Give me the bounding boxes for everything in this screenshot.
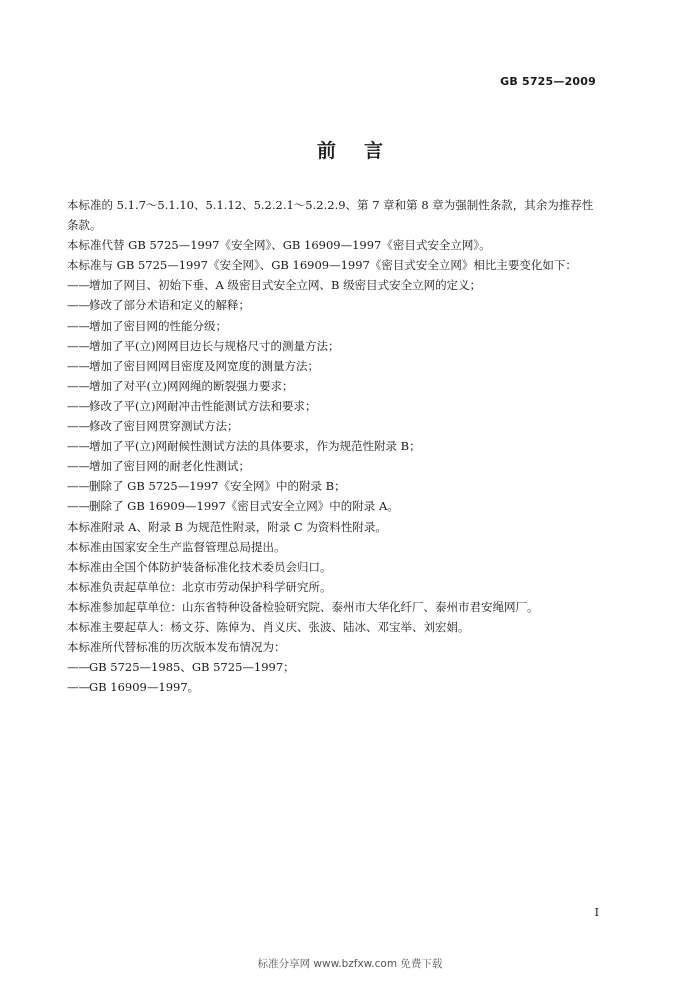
list-item: ——增加了网目、初始下垂、A 级密目式安全立网、B 级密目式安全立网的定义； (67, 275, 595, 295)
list-item: ——GB 5725—1985、GB 5725—1997； (67, 657, 595, 677)
paragraph: 本标准由全国个体防护装备标准化技术委员会归口。 (67, 559, 332, 574)
list-item: ——增加了对平(立)网网绳的断裂强力要求； (67, 376, 595, 396)
list-item: ——增加了密目网的耐老化性测试； (67, 456, 595, 476)
list-item: ——增加了平(立)网网目边长与规格尺寸的测量方法； (67, 336, 595, 356)
list-item: ——删除了 GB 5725—1997《安全网》中的附录 B； (67, 476, 595, 496)
dash: —— (67, 298, 90, 313)
paragraph: 本标准与 GB 5725—1997《安全网》、GB 16909—1997《密目式安全立网》相比主要变化如下： (67, 258, 577, 273)
dash: —— (67, 398, 90, 413)
dash: —— (67, 419, 90, 434)
dash: —— (67, 459, 90, 474)
dash: —— (67, 318, 90, 333)
standard-code: GB 5725—2009 (500, 75, 596, 88)
dash: —— (67, 378, 90, 393)
list-item: ——删除了 GB 16909—1997《密目式安全立网》中的附录 A。 (67, 496, 595, 516)
paragraph: 本标准所代替标准的历次版本发布情况为： (67, 640, 286, 655)
dash: —— (67, 499, 90, 514)
list-item: ——修改了部分术语和定义的解释； (67, 295, 595, 315)
paragraph: 本标准的 5.1.7～5.1.10、5.1.12、5.2.2.1～5.2.2.9、第 7 章和第 8 章为强制性条款，其余为推荐性条款。 (67, 198, 594, 233)
dash: —— (67, 278, 90, 293)
dash: —— (67, 439, 90, 454)
paragraph: 本标准附录 A、附录 B 为规范性附录，附录 C 为资料性附录。 (67, 519, 387, 534)
page-title: 前言 (316, 140, 411, 162)
list-item: ——增加了密目网网目密度及网宽度的测量方法； (67, 356, 595, 376)
list-item: ——修改了平(立)网耐冲击性能测试方法和要求； (67, 396, 595, 416)
dash: —— (67, 358, 90, 373)
paragraph: 本标准主要起草人：杨文芬、陈倬为、肖义庆、张波、陆冰、邓宝举、刘宏娟。 (67, 619, 470, 634)
paragraph: 本标准负责起草单位：北京市劳动保护科学研究所。 (67, 579, 332, 594)
foreword-body (67, 195, 595, 697)
list-item: ——修改了密目网贯穿测试方法； (67, 416, 595, 436)
paragraph: 本标准代替 GB 5725—1997《安全网》、GB 16909—1997《密目式安全立网》。 (67, 238, 491, 253)
paragraph: 本标准参加起草单位：山东省特种设备检验研究院、泰州市大华化纤厂、泰州市君安绳网厂。 (67, 599, 539, 614)
footer-watermark: 标准分享网 www.bzfxw.com 免费下载 (257, 958, 443, 970)
list-item: ——增加了密目网的性能分级； (67, 316, 595, 336)
dash: —— (67, 479, 90, 494)
list-item: ——GB 16909—1997。 (67, 677, 595, 697)
list-item: ——增加了平(立)网耐候性测试方法的具体要求，作为规范性附录 B； (67, 436, 595, 456)
dash: —— (67, 680, 90, 695)
dash: —— (67, 338, 90, 353)
page-number: I (594, 906, 599, 919)
dash: —— (67, 660, 90, 675)
paragraph: 本标准由国家安全生产监督管理总局提出。 (67, 539, 286, 554)
